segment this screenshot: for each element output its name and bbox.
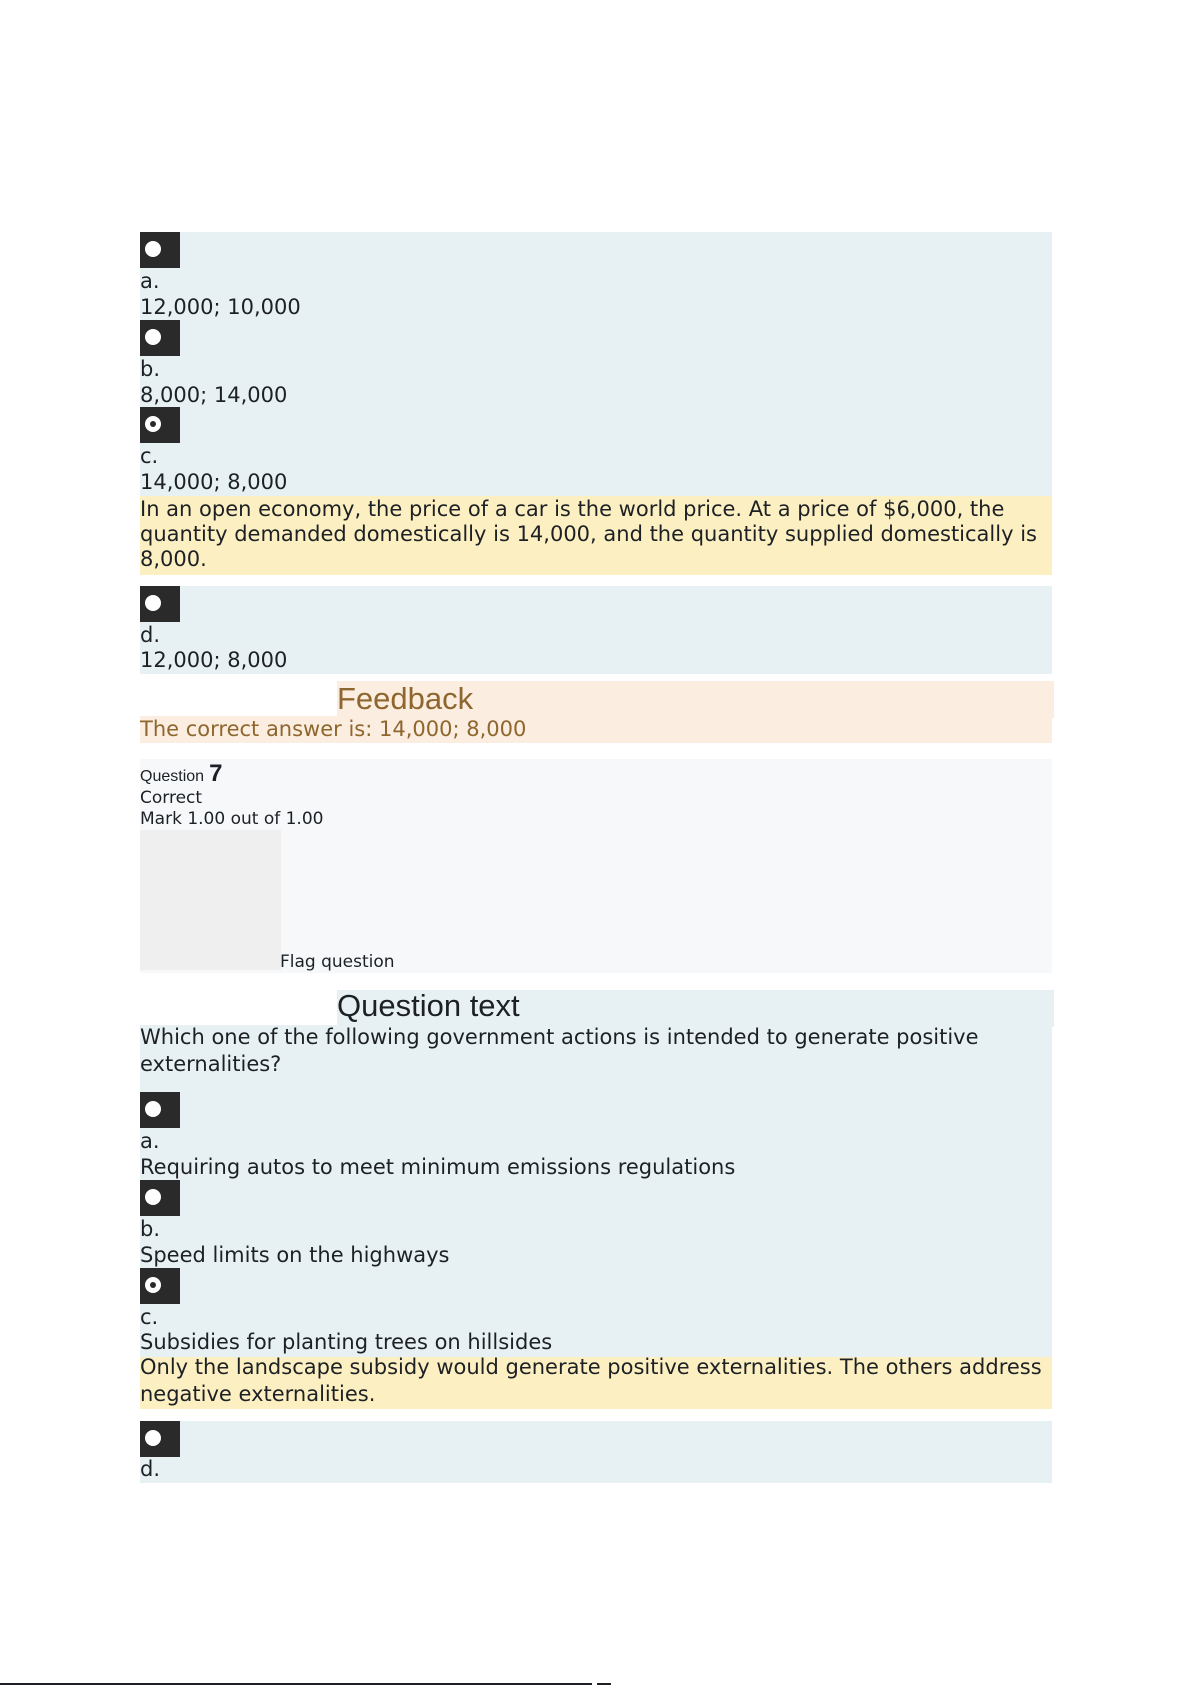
q7-option-c-radio[interactable] [140,1268,180,1304]
feedback-text: The correct answer is: 14,000; 8,000 [140,717,527,741]
q7-number-label [140,760,223,788]
q7-option-d-radio[interactable] [140,1421,180,1457]
flag-icon[interactable] [140,830,281,970]
q7-option-b-text[interactable]: Speed limits on the highways [140,1243,450,1267]
q6-option-c-text[interactable]: 14,000; 8,000 [140,470,288,494]
radio-dot-icon [145,595,161,611]
q7-option-b-letter: b. [140,1217,161,1241]
q6-option-d-letter: d. [140,623,161,647]
q7-mark: Mark 1.00 out of 1.00 [140,809,324,829]
radio-dot-icon [145,329,161,345]
q7-option-c-text[interactable]: Subsidies for planting trees on hillsides [140,1330,553,1354]
q7-question-text: Which one of the following government actions is intended to generate positive externalities? [140,1025,979,1076]
q6-option-a-text[interactable]: 12,000; 10,000 [140,295,301,319]
question-label: Question [140,768,205,785]
radio-dot-icon [145,1189,161,1205]
q7-option-a-text[interactable]: Requiring autos to meet minimum emissions regulations [140,1155,736,1179]
q7-explanation: Only the landscape subsidy would generate positive externalities. The others address negative externalities. [140,1355,1042,1406]
q7-option-a-radio[interactable] [140,1092,180,1128]
question-text-heading: Question text [337,988,520,1023]
q6-option-c-letter: c. [140,444,159,468]
q7-status: Correct [140,788,203,808]
q6-option-d-radio[interactable] [140,586,180,622]
radio-dot-icon [145,241,161,257]
radio-dot-icon [145,1101,161,1117]
q6-option-c-radio[interactable] [140,407,180,443]
feedback-heading: Feedback [337,681,474,716]
q7-option-a-letter: a. [140,1129,160,1153]
q6-option-b-text[interactable]: 8,000; 14,000 [140,383,288,407]
question-number: 7 [209,760,223,787]
q6-explanation: In an open economy, the price of a car is the world price. At a price of $6,000, the quantity demanded domestically is 14,000, and the quantity supplied domestically is 8,000. [140,497,1037,571]
q7-option-d-letter: d. [140,1457,161,1481]
q7-option-c-letter: c. [140,1305,159,1329]
q6-option-a-letter: a. [140,269,160,293]
q6-option-a-radio[interactable] [140,232,180,268]
radio-selected-icon [145,416,161,432]
q6-option-b-letter: b. [140,357,161,381]
q6-answer-panel [140,232,1052,496]
q7-option-d-panel [140,1421,1052,1483]
q6-option-d-text[interactable]: 12,000; 8,000 [140,648,288,672]
flag-question-link[interactable]: Flag question [280,952,395,972]
q6-option-b-radio[interactable] [140,320,180,356]
radio-dot-icon [145,1430,161,1446]
radio-selected-icon [145,1277,161,1293]
q7-option-b-radio[interactable] [140,1180,180,1216]
